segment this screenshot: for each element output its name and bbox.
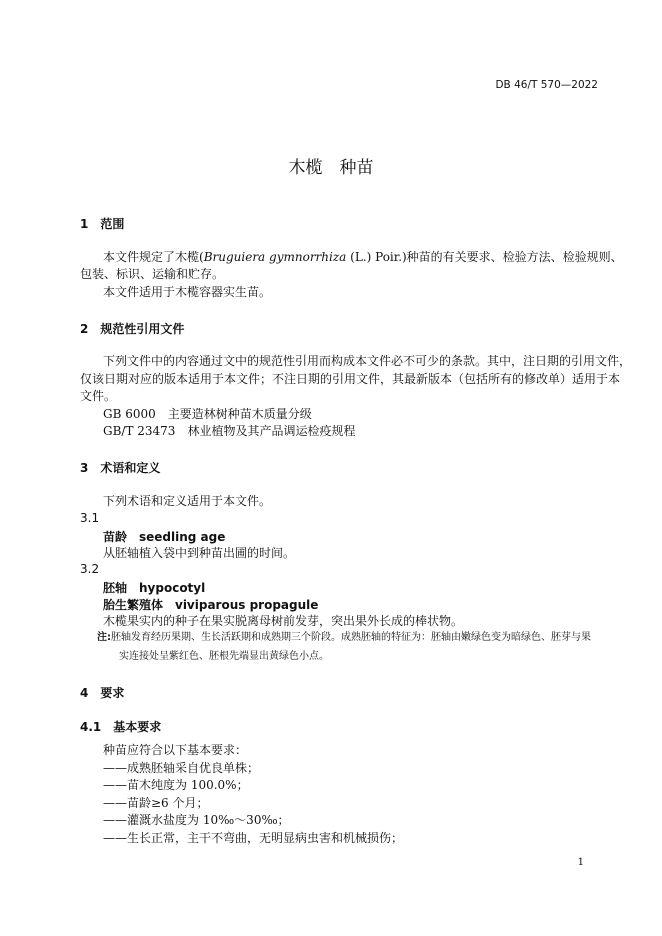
section-3-heading: 3 术语和定义 (80, 461, 161, 475)
term-3-2-definition: 木榄果实内的种子在果实脱离母树前发芽，突出果外长成的棒状物。 (103, 614, 464, 628)
term-3-1-definition: 从胚轴植入袋中到种苗出圃的时间。 (103, 546, 296, 560)
section-2-line-2: 仅该日期对应的版本适用于本文件；不注日期的引用文件，其最新版本（包括所有的修改单）适用于本 (80, 372, 621, 386)
note-label: 注: (97, 632, 111, 643)
list-item: ——苗木纯度为 100.0%； (103, 778, 249, 792)
section-1-paragraph-1-line-2: 包装、标识、运输和贮存。 (80, 267, 225, 281)
section-1-paragraph-2: 本文件适用于木榄容器实生苗。 (103, 285, 272, 299)
term-3-1-number: 3.1 (80, 511, 100, 525)
scope-text-a: 本文件规定了木榄( (103, 250, 204, 264)
latin-name: Bruguiera gymnorrhiza (203, 250, 347, 264)
document-number: DB 46/T 570—2022 (495, 79, 598, 91)
list-item: ——成熟胚轴采自优良单株； (103, 761, 260, 775)
term-3-2-synonym: 胎生繁殖体 viviparous propagule (103, 598, 319, 612)
note-text-line-1: 胚轴发育经历果期、生长活跃期和成熟期三个阶段。成熟胚轴的特征为：胚轴由嫩绿色变为暗绿色、胚芽与果 (111, 632, 591, 643)
reference-item: GB 6000 主要造林树种苗木质量分级 (103, 407, 312, 421)
section-2-line-1: 下列文件中的内容通过文中的规范性引用而构成本文件必不可少的条款。其中，注日期的引用文件， (103, 354, 632, 368)
section-4-1-intro: 种苗应符合以下基本要求： (103, 743, 248, 757)
scope-text-b: (L.) Poir.)种苗的有关要求、检验方法、检验规则、 (346, 250, 623, 264)
term-3-2-title: 胚轴 hypocotyl (103, 581, 206, 595)
page-number: 1 (577, 857, 584, 868)
section-4-heading: 4 要求 (80, 686, 125, 700)
reference-item: GB/T 23473 林业植物及其产品调运检疫规程 (103, 424, 356, 438)
term-3-1-title: 苗龄 seedling age (103, 530, 226, 544)
section-1-paragraph-1 (103, 249, 623, 266)
section-4-1-heading: 4.1 基本要求 (80, 720, 162, 734)
list-item: ——生长正常，主干不弯曲，无明显病虫害和机械损伤； (103, 831, 404, 845)
list-item: ——灌溉水盐度为 10‰～30‰； (103, 813, 290, 827)
list-item: ——苗龄≥6 个月； (103, 796, 209, 810)
note-text-line-2: 实连接处呈紫红色、胚根先端显出黄绿色小点。 (119, 651, 329, 662)
section-2-line-3: 文件。 (80, 389, 117, 403)
section-1-heading: 1 范围 (80, 217, 125, 231)
page-title: 木榄 种苗 (288, 158, 374, 178)
note (97, 631, 591, 645)
section-3-intro: 下列术语和定义适用于本文件。 (103, 494, 272, 508)
term-3-2-number: 3.2 (80, 562, 100, 576)
section-2-heading: 2 规范性引用文件 (80, 322, 185, 336)
